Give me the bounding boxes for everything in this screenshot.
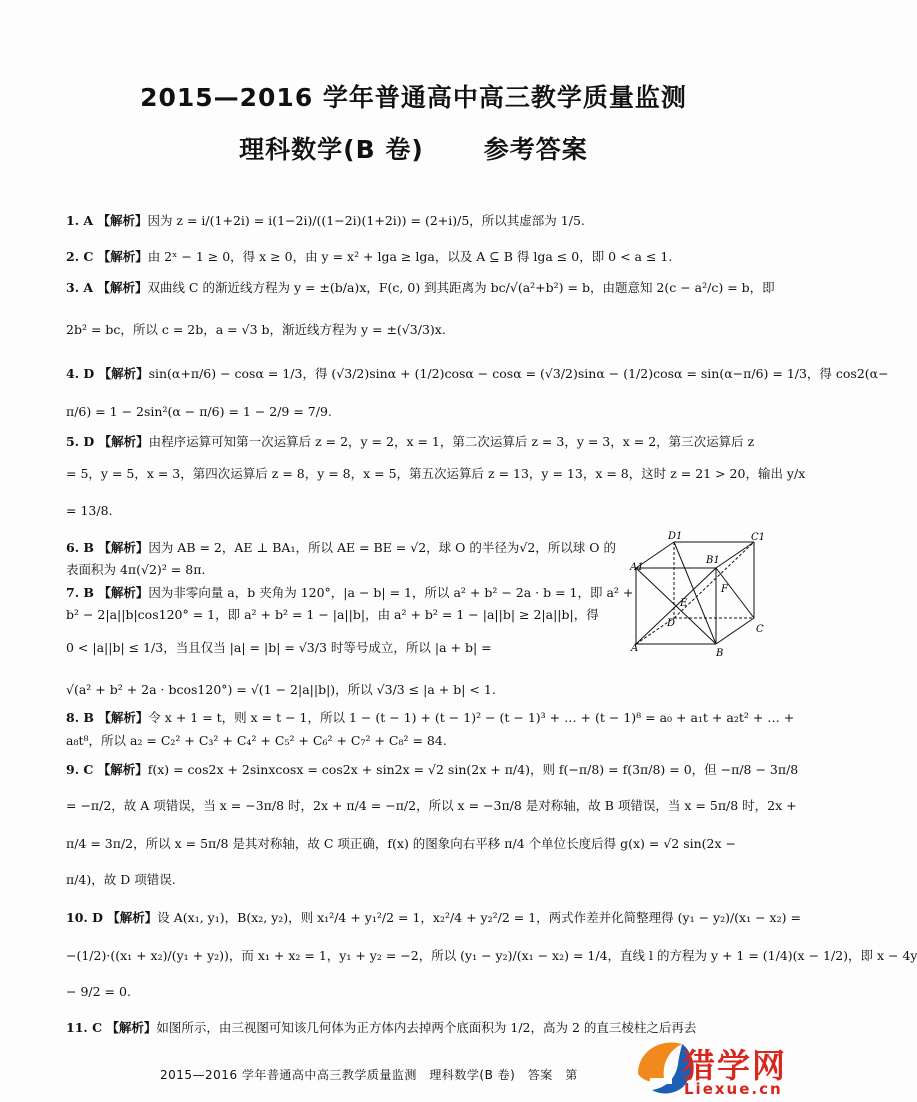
label-E: E	[680, 598, 688, 609]
answer-label: 参考答案	[483, 135, 588, 164]
solution-line: 8. B 【解析】令 x + 1 = t，则 x = t − 1，所以 1 − (t − 1) + (t − 1)² − (t − 1)³ + … + (t − 1)⁸ = a₀ + a₁t + a₂t² + … +	[66, 710, 795, 725]
label-C: C	[756, 624, 764, 635]
solution-line: π/6) = 1 − 2sin²(α − π/6) = 1 − 2/9 = 7/9.	[66, 404, 332, 419]
solution-line: 10. D 【解析】设 A(x₁, y₁)，B(x₂, y₂)，则 x₁²/4 + y₁²/2 = 1，x₂²/4 + y₂²/2 = 1，两式作差并化简整理得 (y₁ − y₂)/(x₁ − x₂) =	[66, 910, 801, 925]
solution-line: 2b² = bc，所以 c = 2b，a = √3 b，渐近线方程为 y = ±(√3/3)x.	[66, 322, 446, 337]
solution-line: 6. B 【解析】因为 AB = 2，AE ⊥ BA₁，所以 AE = BE = √2，球 O 的半径为√2，所以球 O 的	[66, 540, 616, 555]
solution-line: = 5，y = 5，x = 3，第四次运算后 z = 8，y = 8，x = 5，第五次运算后 z = 13，y = 13，x = 8，这时 z = 21 > 20，输出 y/x	[66, 466, 806, 481]
solution-line: 3. A 【解析】双曲线 C 的渐近线方程为 y = ±(b/a)x，F(c, 0) 到其距离为 bc/√(a²+b²) = b，由题意知 2(c − a²/c) = b，即	[66, 280, 775, 295]
label-D1: D1	[668, 531, 683, 542]
solution-line: 7. B 【解析】因为非零向量 a，b 夹角为 120°，|a − b| = 1，所以 a² + b² − 2a · b = 1，即 a² +	[66, 585, 634, 600]
solution-line: 表面积为 4π(√2)² = 8π.	[66, 562, 206, 577]
solution-line: π/4 = 3π/2，所以 x = 5π/8 是其对称轴，故 C 项正确，f(x) 的图象向右平移 π/4 个单位长度后得 g(x) = √2 sin(2x −	[66, 836, 737, 851]
solution-line: 5. D 【解析】由程序运算可知第一次运算后 z = 2，y = 2，x = 1，第二次运算后 z = 3，y = 3，x = 2，第三次运算后 z	[66, 434, 755, 449]
page-title: 2015—2016 学年普通高中高三教学质量监测	[140, 83, 687, 112]
solution-line: 2. C 【解析】由 2ˣ − 1 ≥ 0，得 x ≥ 0，由 y = x² + lga ≥ lga，以及 A ⊆ B 得 lga ≤ 0，即 0 < a ≤ 1.	[66, 249, 673, 264]
label-A: A	[631, 643, 639, 654]
solution-line: 11. C 【解析】如图所示，由三视图可知该几何体为正方体内去掉两个底面积为 1/2，高为 2 的直三棱柱之后再去	[66, 1020, 697, 1035]
page-footer: 2015—2016 学年普通高中高三教学质量监测 理科数学(B 卷) 答案 第	[160, 1068, 578, 1082]
solution-line: π/4)，故 D 项错误.	[66, 872, 176, 887]
label-B: B	[716, 648, 724, 659]
label-B1: B1	[706, 555, 720, 566]
logo-name: 猎学网	[682, 1046, 787, 1085]
solution-line: 0 < |a||b| ≤ 1/3，当且仅当 |a| = |b| = √3/3 时等号成立，所以 |a + b| =	[66, 640, 492, 655]
label-F: F	[721, 584, 728, 595]
solution-line: 4. D 【解析】sin(α+π/6) − cosα = 1/3，得 (√3/2)sinα + (1/2)cosα − cosα = (√3/2)sinα − (1/2)cosα = sin(α−π/6) = 1/3，得 cos2(α−	[66, 366, 889, 381]
solution-line: − 9/2 = 0.	[66, 984, 131, 999]
cube-figure	[632, 530, 764, 660]
solution-line: a₈t⁸，所以 a₂ = C₂² + C₃² + C₄² + C₅² + C₆² + C₇² + C₈² = 84.	[66, 733, 447, 748]
solution-line: = 13/8.	[66, 503, 113, 518]
solution-line: 9. C 【解析】f(x) = cos2x + 2sinxcosx = cos2x + sin2x = √2 sin(2x + π/4)，则 f(−π/8) = f(3π/8) = 0，但 −π/8 − 3π/8	[66, 762, 799, 777]
label-D: D	[667, 618, 676, 629]
page-subtitle	[0, 130, 827, 166]
solution-line: √(a² + b² + 2a · bcos120°) = √(1 − 2|a||b|)，所以 √3/3 ≤ |a + b| < 1.	[66, 682, 496, 697]
solution-line: −(1/2)·((x₁ + x₂)/(y₁ + y₂))，而 x₁ + x₂ = 1，y₁ + y₂ = −2，所以 (y₁ − y₂)/(x₁ − x₂) = 1/4，直线 l 的方程为 y + 1 = (1/4)(x − 1/2)，即 x − 4y	[66, 948, 917, 963]
label-C1: C1	[751, 532, 766, 543]
subtitle-text: 理科数学(B 卷)	[239, 135, 424, 164]
solution-line: 1. A 【解析】因为 z = i/(1+2i) = i(1−2i)/((1−2i)(1+2i)) = (2+i)/5，所以其虚部为 1/5.	[66, 213, 585, 228]
solution-line: = −π/2，故 A 项错误，当 x = −3π/8 时，2x + π/4 = −π/2，所以 x = −3π/8 是对称轴，故 B 项错误，当 x = 5π/8 时，2x +	[66, 798, 797, 813]
solution-line: b² − 2|a||b|cos120° = 1，即 a² + b² = 1 − |a||b|，由 a² + b² = 1 − |a||b| ≥ 2|a||b|，得	[66, 607, 599, 622]
logo-url: Liexue.cn	[684, 1080, 783, 1098]
label-A1: A1	[630, 562, 644, 573]
